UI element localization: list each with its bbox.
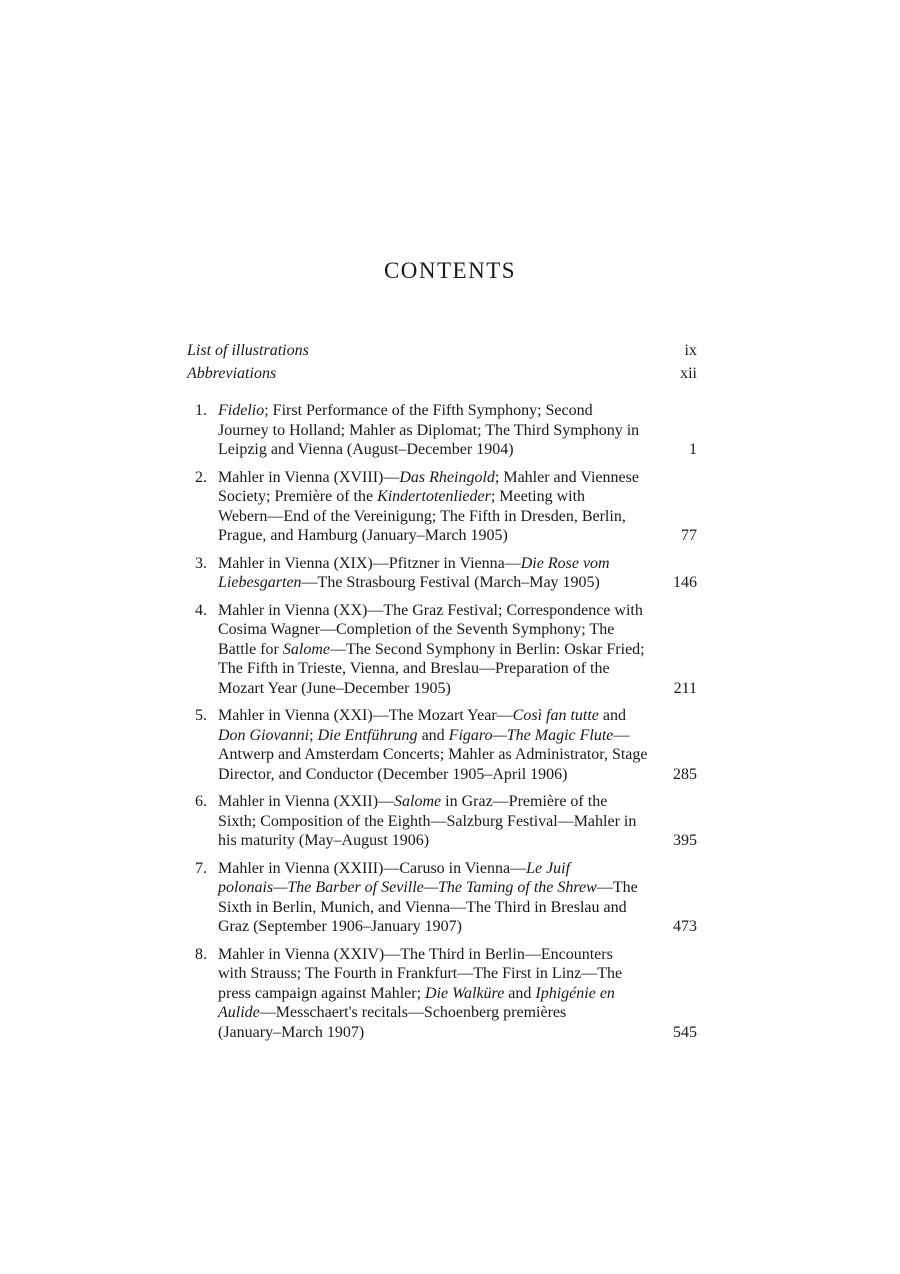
title-segment: —Messchaert's recitals—Schoenberg premières	[259, 1004, 567, 1021]
chapter-page-number: 1	[689, 441, 697, 458]
title-segment: —The	[596, 879, 638, 896]
title-segment: Mahler in Vienna (XVIII)—	[218, 468, 400, 486]
italic-title-segment: Le Juif	[526, 859, 571, 877]
toc-entry[interactable]	[187, 468, 697, 546]
italic-title-segment: Così fan tutte	[512, 707, 599, 724]
title-segment: Leipzig and Vienna (August–December 1904)	[218, 441, 514, 458]
chapter-title-line	[218, 831, 651, 851]
chapter-title-line	[218, 554, 651, 574]
chapter-title-line	[218, 745, 651, 765]
chapter-title	[218, 401, 651, 460]
title-segment: (January–March 1907)	[218, 1023, 365, 1041]
chapter-title-line	[218, 945, 651, 965]
front-matter-list	[187, 339, 697, 385]
front-matter-label: Abbreviations	[187, 365, 277, 382]
front-matter-label: List of illustrations	[187, 342, 309, 359]
chapter-page-number: 395	[673, 832, 697, 849]
chapter-title-line	[218, 440, 651, 460]
chapter-title-line	[218, 573, 651, 593]
title-segment: Mahler in Vienna (XXIV)—The Third in Berlin—Encounters	[218, 945, 613, 963]
chapter-page-number: 545	[673, 1023, 697, 1041]
chapter-title-line	[218, 917, 651, 937]
title-segment: Director, and Conductor (December 1905–April 1906)	[218, 765, 568, 783]
chapter-title-line	[218, 878, 651, 898]
chapter-title	[218, 859, 651, 937]
chapter-title-line	[218, 487, 651, 507]
title-segment: Mahler in Vienna (XXI)—The Mozart Year—	[218, 707, 513, 724]
chapter-number: 5.	[195, 707, 207, 724]
chapter-list	[187, 401, 697, 1050]
title-segment: Mahler in Vienna (XIX)—Pfitzner in Vienna—	[218, 554, 521, 572]
toc-entry[interactable]	[187, 554, 697, 593]
title-segment: —The Strasbourg Festival (March–May 1905)	[301, 574, 600, 591]
chapter-page-number: 211	[673, 679, 697, 697]
chapter-page-number: 473	[673, 918, 697, 935]
title-segment: The Fifth in Trieste, Vienna, and Breslau—Preparation of the	[218, 660, 610, 677]
chapter-title	[218, 601, 651, 699]
title-segment: Mahler in Vienna (XXIII)—Caruso in Vienna—	[218, 859, 527, 877]
chapter-title-line	[218, 706, 651, 726]
title-segment: Journey to Holland; Mahler as Diplomat; The Third Symphony in	[218, 421, 640, 439]
front-matter-entry[interactable]	[187, 362, 697, 385]
chapter-number: 3.	[195, 554, 207, 572]
italic-title-segment: polonais—The Barber of Seville—The Taming of the Shrew	[218, 879, 597, 896]
title-segment: Cosima Wagner—Completion of the Seventh Symphony; The	[218, 621, 615, 638]
chapter-number: 4.	[195, 601, 207, 619]
italic-title-segment: Salome	[282, 640, 330, 658]
chapter-title-line	[218, 984, 651, 1004]
chapter-title-line	[218, 421, 651, 441]
chapter-page-number: 77	[681, 527, 697, 544]
front-matter-page: xii	[680, 365, 697, 382]
title-segment: press campaign against Mahler;	[218, 984, 426, 1002]
toc-entry[interactable]	[187, 792, 697, 851]
title-segment: Society; Première of the	[218, 488, 378, 505]
toc-entry[interactable]	[187, 706, 697, 784]
toc-entry[interactable]	[187, 945, 697, 1043]
chapter-title-line	[218, 601, 651, 621]
title-segment: and	[417, 726, 449, 744]
italic-title-segment: Salome	[394, 793, 442, 810]
title-segment: and	[598, 707, 627, 724]
title-segment: with Strauss; The Fourth in Frankfurt—The First in Linz—The	[218, 965, 623, 982]
italic-title-segment: Liebesgarten	[218, 574, 302, 591]
italic-title-segment: Don Giovanni	[218, 726, 310, 744]
title-segment: ; First Performance of the Fifth Symphony; Second	[264, 402, 593, 419]
title-segment: ; Meeting with	[490, 488, 586, 505]
chapter-title-line	[218, 726, 651, 746]
title-segment: Mozart Year (June–December 1905)	[218, 679, 451, 697]
chapter-title-line	[218, 620, 651, 640]
chapter-number: 6.	[195, 793, 207, 810]
italic-title-segment: Die Walküre	[425, 984, 505, 1002]
chapter-title-line	[218, 792, 651, 812]
title-segment: Webern—End of the Vereinigung; The Fifth in Dresden, Berlin,	[218, 507, 626, 525]
title-segment: Sixth in Berlin, Munich, and Vienna—The Third in Breslau and	[218, 898, 627, 916]
title-segment: in Graz—Première of the	[441, 793, 608, 810]
italic-title-segment: Die Rose vom	[520, 554, 610, 572]
chapter-title-line	[218, 468, 651, 488]
toc-entry[interactable]	[187, 601, 697, 699]
chapter-title-line	[218, 401, 651, 421]
title-segment: ;	[309, 726, 318, 744]
title-segment: —	[613, 726, 630, 744]
chapter-number: 2.	[195, 468, 207, 486]
title-segment: Mahler in Vienna (XXII)—	[218, 793, 395, 810]
chapter-title	[218, 945, 651, 1043]
title-segment: his maturity (May–August 1906)	[218, 832, 430, 849]
front-matter-entry[interactable]	[187, 339, 697, 362]
title-segment: Antwerp and Amsterdam Concerts; Mahler as Administrator, Stage	[218, 746, 648, 763]
chapter-title-line	[218, 679, 651, 699]
title-segment: Prague, and Hamburg (January–March 1905)	[218, 527, 508, 544]
chapter-title-line	[218, 507, 651, 527]
italic-title-segment: Aulide	[218, 1004, 260, 1021]
italic-title-segment: Die Entführung	[317, 726, 418, 744]
title-segment: Battle for	[218, 640, 283, 658]
chapter-title	[218, 554, 651, 593]
front-matter-page: ix	[684, 342, 697, 359]
title-segment: Mahler in Vienna (XX)—The Graz Festival; Correspondence with	[218, 601, 643, 619]
chapter-title-line	[218, 526, 651, 546]
title-segment: and	[504, 984, 536, 1002]
italic-title-segment: Iphigénie en	[535, 984, 615, 1002]
chapter-title-line	[218, 964, 651, 984]
chapter-number: 1.	[195, 402, 207, 419]
chapter-title-line	[218, 1023, 651, 1043]
chapter-title-line	[218, 765, 651, 785]
italic-title-segment: Fidelio	[218, 402, 265, 419]
toc-entry[interactable]	[187, 401, 697, 460]
chapter-number: 7.	[195, 859, 207, 877]
toc-entry[interactable]	[187, 859, 697, 937]
chapter-title-line	[218, 859, 651, 879]
italic-title-segment: Das Rheingold	[399, 468, 495, 486]
chapter-title	[218, 468, 651, 546]
chapter-title-line	[218, 659, 651, 679]
chapter-title	[218, 706, 651, 784]
chapter-page-number: 146	[673, 574, 697, 591]
chapter-title-line	[218, 812, 651, 832]
title-segment: ; Mahler and Viennese	[494, 468, 639, 486]
title-segment: —The Second Symphony in Berlin: Oskar Fried;	[329, 640, 645, 658]
chapter-title-line	[218, 640, 651, 660]
chapter-title	[218, 792, 651, 851]
chapter-page-number: 285	[673, 765, 697, 783]
title-segment: Graz (September 1906–January 1907)	[218, 918, 462, 935]
italic-title-segment: Figaro—The Magic Flute	[448, 726, 614, 744]
italic-title-segment: Kindertotenlieder	[377, 488, 491, 505]
chapter-number: 8.	[195, 945, 207, 963]
page-title: CONTENTS	[383, 258, 517, 283]
chapter-title-line	[218, 898, 651, 918]
title-segment: Sixth; Composition of the Eighth—Salzburg Festival—Mahler in	[218, 812, 637, 830]
chapter-title-line	[218, 1003, 651, 1023]
